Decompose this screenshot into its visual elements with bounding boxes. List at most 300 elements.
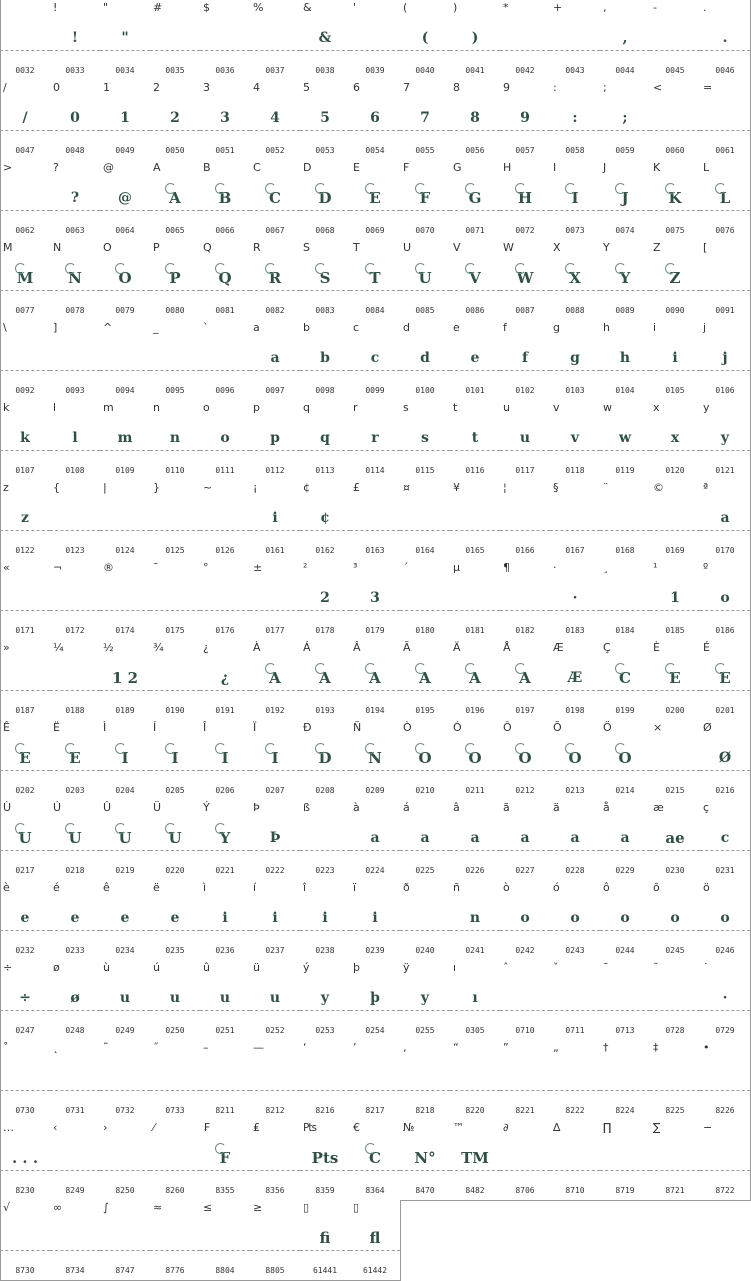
glyph-sample: a <box>420 830 430 846</box>
glyph-cell-0169 <box>650 480 701 561</box>
glyph-cell-0733 <box>150 1040 201 1121</box>
glyph-code-label: 0125 <box>165 546 185 555</box>
baseline-guide <box>600 210 650 211</box>
glyph-sample: 3 <box>220 110 230 126</box>
glyph-cell-0203 <box>50 720 101 801</box>
glyph-key-label: É <box>703 641 710 654</box>
glyph-key-label: W <box>503 241 514 254</box>
baseline-guide <box>150 930 200 931</box>
glyph-key-label: E <box>353 161 360 174</box>
glyph-sample: U <box>18 829 32 847</box>
glyph-key-label: ± <box>253 561 263 574</box>
glyph-sample: . . . <box>11 1149 39 1167</box>
baseline-guide <box>350 690 400 691</box>
glyph-key-label: ¿ <box>203 641 209 654</box>
glyph-cell-0172 <box>50 560 101 641</box>
glyph-key-label: r <box>353 401 358 414</box>
glyph-key-label: p <box>253 401 260 414</box>
glyph-cell-0111 <box>200 400 251 481</box>
glyph-key-label: w <box>603 401 612 414</box>
glyph-code-label: 0229 <box>615 866 635 875</box>
glyph-key-label: Ë <box>53 721 60 734</box>
baseline-guide <box>350 1170 400 1171</box>
baseline-guide <box>650 370 700 371</box>
glyph-sample: A <box>519 669 531 687</box>
glyph-code-label: 0069 <box>365 226 385 235</box>
glyph-key-label: 7 <box>403 81 410 94</box>
glyph-sample: O <box>518 749 532 767</box>
glyph-key-label: v <box>553 401 560 414</box>
glyph-sample: ) <box>471 30 479 46</box>
glyph-sample: . <box>722 30 728 46</box>
glyph-sample: U <box>418 269 432 287</box>
glyph-key-label: ₤ <box>253 1121 260 1134</box>
baseline-guide <box>350 210 400 211</box>
glyph-sample: h <box>619 350 631 366</box>
glyph-code-label: 8706 <box>515 1186 535 1195</box>
glyph-code-label: 0729 <box>715 1026 735 1035</box>
glyph-code-label: 0200 <box>665 706 685 715</box>
baseline-guide <box>700 370 750 371</box>
glyph-cell-8747 <box>100 1200 151 1281</box>
baseline-guide <box>0 130 50 131</box>
glyph-cell-0188 <box>50 640 101 721</box>
baseline-guide <box>200 690 250 691</box>
baseline-guide <box>650 210 700 211</box>
baseline-guide <box>100 1170 150 1171</box>
glyph-key-label: } <box>153 481 160 494</box>
baseline-guide <box>350 850 400 851</box>
glyph-key-label: j <box>703 321 707 334</box>
swirl-ornament-icon <box>215 823 226 834</box>
baseline-guide <box>150 1090 200 1091</box>
baseline-guide <box>200 210 250 211</box>
baseline-guide <box>600 450 650 451</box>
glyph-key-label: f <box>503 321 507 334</box>
glyph-code-label: 0192 <box>265 706 285 715</box>
glyph-code-label: 0064 <box>115 226 135 235</box>
baseline-guide <box>200 50 250 51</box>
baseline-guide <box>200 1250 250 1251</box>
glyph-code-label: 0091 <box>715 306 735 315</box>
glyph-code-label: 0226 <box>465 866 485 875</box>
baseline-guide <box>450 850 500 851</box>
glyph-key-label: Þ <box>253 801 260 814</box>
baseline-guide <box>250 530 300 531</box>
baseline-guide <box>650 770 700 771</box>
baseline-guide <box>500 690 550 691</box>
glyph-key-label: ü <box>253 961 260 974</box>
baseline-guide <box>300 50 350 51</box>
glyph-cell-8359 <box>300 1120 351 1201</box>
baseline-guide <box>0 1090 50 1091</box>
glyph-key-label: Ó <box>453 721 462 734</box>
glyph-sample: o <box>220 430 230 446</box>
glyph-cell-61441 <box>300 1200 351 1281</box>
glyph-code-label: 0174 <box>115 626 135 635</box>
glyph-code-label: 0121 <box>715 466 735 475</box>
glyph-key-label: , <box>603 1 607 14</box>
glyph-key-label: t <box>453 401 458 414</box>
glyph-code-label: 0253 <box>315 1026 335 1035</box>
glyph-key-label: ∆ <box>553 1121 561 1134</box>
baseline-guide <box>100 610 150 611</box>
glyph-code-label: 0235 <box>165 946 185 955</box>
glyph-sample: o <box>520 910 530 926</box>
glyph-key-label: û <box>203 961 210 974</box>
baseline-guide <box>500 1010 550 1011</box>
glyph-key-label: ¤ <box>403 481 410 494</box>
glyph-cell-0114 <box>350 400 401 481</box>
baseline-guide <box>300 370 350 371</box>
baseline-guide <box>650 530 700 531</box>
glyph-key-label: 8 <box>453 81 460 94</box>
glyph-cell-0215 <box>650 720 701 801</box>
glyph-code-label: 0177 <box>265 626 285 635</box>
glyph-key-label: & <box>303 1 312 14</box>
baseline-guide <box>600 530 650 531</box>
baseline-guide <box>700 690 750 691</box>
glyph-sample: e <box>120 910 130 926</box>
glyph-cell-0119 <box>600 400 651 481</box>
glyph-cell-0178 <box>300 560 351 641</box>
glyph-sample: fi <box>319 1229 331 1247</box>
glyph-sample: H <box>517 189 533 207</box>
glyph-cell-0239 <box>350 880 401 961</box>
glyph-key-label: † <box>603 1041 609 1054</box>
glyph-key-label: ä <box>553 801 560 814</box>
swirl-ornament-icon <box>65 743 76 754</box>
glyph-key-label: µ <box>453 561 460 574</box>
glyph-key-label: X <box>553 241 561 254</box>
glyph-key-label: þ <box>353 961 360 974</box>
baseline-guide <box>450 770 500 771</box>
baseline-guide <box>600 770 650 771</box>
swirl-ornament-icon <box>115 823 126 834</box>
glyph-key-label: è <box>3 881 10 894</box>
glyph-sample: i <box>322 910 328 926</box>
glyph-key-label: { <box>53 481 60 494</box>
glyph-key-label: Ú <box>53 801 62 814</box>
glyph-cell-0162 <box>300 480 351 561</box>
glyph-sample: D <box>318 749 332 767</box>
glyph-cell-0187 <box>0 640 51 721</box>
glyph-sample: Y <box>219 829 231 847</box>
glyph-code-label: 0220 <box>165 866 185 875</box>
glyph-key-label: ¥ <box>453 481 460 494</box>
glyph-key-label: ¶ <box>503 561 510 574</box>
glyph-sample: a <box>570 830 580 846</box>
baseline-guide <box>700 1090 750 1091</box>
baseline-guide <box>100 1250 150 1251</box>
glyph-cell-0069 <box>350 160 401 241</box>
glyph-key-label: £ <box>353 481 360 494</box>
baseline-guide <box>200 1090 250 1091</box>
glyph-cell-8364 <box>350 1120 401 1201</box>
glyph-cell-0222 <box>250 800 301 881</box>
baseline-guide <box>100 930 150 931</box>
glyph-code-label: 0100 <box>415 386 435 395</box>
glyph-code-label: 0097 <box>265 386 285 395</box>
glyph-cell-8805 <box>250 1200 301 1281</box>
baseline-guide <box>600 1010 650 1011</box>
glyph-key-label: Ò <box>403 721 412 734</box>
glyph-cell-0056 <box>450 80 501 161</box>
glyph-sample: p <box>270 430 280 446</box>
glyph-cell-0079 <box>100 240 151 321</box>
glyph-cell-0250 <box>150 960 201 1041</box>
baseline-guide <box>250 690 300 691</box>
glyph-code-label: 0123 <box>65 546 85 555</box>
glyph-code-label: 8722 <box>715 1186 735 1195</box>
glyph-cell-0078 <box>50 240 101 321</box>
glyph-key-label: n <box>153 401 160 414</box>
glyph-key-label: õ <box>653 881 660 894</box>
glyph-key-label: ö <box>703 881 710 894</box>
swirl-ornament-icon <box>365 743 376 754</box>
glyph-key-label: ß <box>303 801 310 814</box>
glyph-cell-0248 <box>50 960 101 1041</box>
glyph-code-label: 0225 <box>415 866 435 875</box>
glyph-code-label: 0194 <box>365 706 385 715</box>
swirl-ornament-icon <box>365 1143 376 1154</box>
glyph-cell-8220 <box>450 1040 501 1121</box>
glyph-cell-0254 <box>350 960 401 1041</box>
glyph-code-label: 0233 <box>65 946 85 955</box>
glyph-cell-0233 <box>50 880 101 961</box>
baseline-guide <box>500 850 550 851</box>
glyph-sample: a <box>370 830 380 846</box>
glyph-code-label: 0060 <box>665 146 685 155</box>
glyph-cell-0086 <box>450 240 501 321</box>
baseline-guide <box>700 130 750 131</box>
baseline-guide <box>600 130 650 131</box>
glyph-key-label: - <box>653 1 657 14</box>
glyph-code-label: 0193 <box>315 706 335 715</box>
glyph-key-label: 2 <box>153 81 160 94</box>
glyph-sample: Z <box>669 269 681 287</box>
glyph-code-label: 0075 <box>665 226 685 235</box>
glyph-key-label: z <box>3 481 9 494</box>
glyph-code-label: 0244 <box>615 946 635 955</box>
glyph-cell-0220 <box>150 800 201 881</box>
glyph-code-label: 8226 <box>715 1106 735 1115</box>
baseline-guide <box>0 1170 50 1171</box>
glyph-key-label: ð <box>403 881 410 894</box>
glyph-key-label: + <box>553 1 563 14</box>
glyph-cell-0120 <box>650 400 701 481</box>
glyph-code-label: 0247 <box>15 1026 35 1035</box>
glyph-cell-0216 <box>700 720 751 801</box>
baseline-guide <box>50 210 100 211</box>
glyph-code-label: 0126 <box>215 546 235 555</box>
baseline-guide <box>350 1090 400 1091</box>
glyph-cell-0728 <box>650 960 701 1041</box>
glyph-code-label: 0053 <box>315 146 335 155</box>
glyph-sample: F <box>419 189 431 207</box>
glyph-sample: A <box>419 669 431 687</box>
glyph-cell-0732 <box>100 1040 151 1121</box>
glyph-code-label: 8747 <box>115 1266 135 1275</box>
baseline-guide <box>550 930 600 931</box>
glyph-key-label: ® <box>103 561 114 574</box>
glyph-sample: 5 <box>320 110 330 126</box>
glyph-cell-0166 <box>500 480 551 561</box>
glyph-code-label: 0067 <box>265 226 285 235</box>
glyph-code-label: 0117 <box>515 466 535 475</box>
glyph-code-label: 0095 <box>165 386 185 395</box>
glyph-key-label: Û <box>103 801 112 814</box>
baseline-guide <box>700 290 750 291</box>
glyph-code-label: 8356 <box>265 1186 285 1195</box>
glyph-sample: f <box>521 350 529 366</box>
glyph-cell-0204 <box>100 720 151 801</box>
baseline-guide <box>450 690 500 691</box>
swirl-ornament-icon <box>515 663 526 674</box>
glyph-key-label: ¸ <box>603 561 609 574</box>
baseline-guide <box>500 930 550 931</box>
glyph-sample: E <box>69 749 81 767</box>
glyph-sample: A <box>269 669 281 687</box>
glyph-key-label: T <box>353 241 360 254</box>
glyph-code-label: 0032 <box>15 66 35 75</box>
glyph-sample: n <box>469 910 481 926</box>
glyph-sample: e <box>20 910 30 926</box>
glyph-code-label: 0172 <box>65 626 85 635</box>
glyph-key-label: ¡ <box>253 481 258 494</box>
glyph-cell-8730 <box>0 1200 51 1281</box>
glyph-key-label: √ <box>3 1201 11 1214</box>
glyph-code-label: 0213 <box>565 786 585 795</box>
glyph-key-label: u <box>503 401 510 414</box>
glyph-sample: a <box>720 510 730 526</box>
glyph-key-label: ‡ <box>653 1041 659 1054</box>
glyph-key-label: I <box>553 161 557 174</box>
glyph-cell-0096 <box>200 320 251 401</box>
glyph-key-label: · <box>553 561 557 574</box>
glyph-cell-0041 <box>450 0 501 81</box>
glyph-cell-0040 <box>400 0 451 81</box>
glyph-cell-8470 <box>400 1120 451 1201</box>
baseline-guide <box>300 450 350 451</box>
glyph-key-label: ÷ <box>3 961 13 974</box>
glyph-key-label: ▯ <box>303 1201 310 1214</box>
glyph-code-label: 0255 <box>415 1026 435 1035</box>
glyph-code-label: 0305 <box>465 1026 485 1035</box>
glyph-code-label: 0080 <box>165 306 185 315</box>
glyph-sample: 7 <box>420 110 430 126</box>
swirl-ornament-icon <box>515 743 526 754</box>
glyph-code-label: 0245 <box>665 946 685 955</box>
baseline-guide <box>450 290 500 291</box>
baseline-guide <box>500 530 550 531</box>
glyph-code-label: 0057 <box>515 146 535 155</box>
glyph-key-label: F <box>403 161 410 174</box>
glyph-code-label: 0204 <box>115 786 135 795</box>
glyph-sample: c <box>370 350 380 366</box>
swirl-ornament-icon <box>365 263 376 274</box>
glyph-key-label: ò <box>503 881 510 894</box>
baseline-guide <box>200 450 250 451</box>
glyph-code-label: 0058 <box>565 146 585 155</box>
glyph-cell-8776 <box>150 1200 201 1281</box>
glyph-code-label: 0107 <box>15 466 35 475</box>
glyph-sample: : <box>572 110 578 126</box>
glyph-sample: Ø <box>718 750 732 766</box>
glyph-cell-0202 <box>0 720 51 801</box>
glyph-key-label: 4 <box>253 81 260 94</box>
glyph-cell-0107 <box>0 400 51 481</box>
swirl-ornament-icon <box>15 263 26 274</box>
glyph-key-label: ( <box>403 1 408 14</box>
baseline-guide <box>350 50 400 51</box>
glyph-key-label: ¢ <box>303 481 310 494</box>
glyph-code-label: 0223 <box>315 866 335 875</box>
glyph-cell-0217 <box>0 800 51 881</box>
glyph-key-label: D <box>303 161 312 174</box>
glyph-cell-0035 <box>150 0 201 81</box>
glyph-key-label: Ù <box>3 801 12 814</box>
glyph-key-label: ‘ <box>303 1041 307 1054</box>
baseline-guide <box>700 1170 750 1171</box>
glyph-cell-0209 <box>350 720 401 801</box>
glyph-cell-0171 <box>0 560 51 641</box>
glyph-key-label: ô <box>603 881 610 894</box>
glyph-code-label: 0061 <box>715 146 735 155</box>
glyph-code-label: 8364 <box>365 1186 385 1195</box>
glyph-code-label: 0045 <box>665 66 685 75</box>
glyph-cell-0074 <box>600 160 651 241</box>
glyph-cell-8217 <box>350 1040 401 1121</box>
glyph-cell-0252 <box>250 960 301 1041</box>
glyph-code-label: 0713 <box>615 1026 635 1035</box>
glyph-key-label: ˚ <box>3 1041 9 1054</box>
glyph-code-label: 0044 <box>615 66 635 75</box>
glyph-code-label: 0109 <box>115 466 135 475</box>
swirl-ornament-icon <box>65 263 76 274</box>
glyph-key-label: ” <box>503 1041 509 1054</box>
glyph-code-label: 0074 <box>615 226 635 235</box>
glyph-cell-0121 <box>700 400 751 481</box>
glyph-code-label: 0191 <box>215 706 235 715</box>
glyph-key-label: ý <box>303 961 310 974</box>
swirl-ornament-icon <box>565 743 576 754</box>
glyph-code-label: 0731 <box>65 1106 85 1115</box>
glyph-cell-0055 <box>400 80 451 161</box>
glyph-cell-0077 <box>0 240 51 321</box>
baseline-guide <box>0 450 50 451</box>
glyph-code-label: 0209 <box>365 786 385 795</box>
glyph-cell-0106 <box>700 320 751 401</box>
glyph-key-label: ' <box>353 1 357 14</box>
baseline-guide <box>150 610 200 611</box>
glyph-key-label: Q <box>203 241 212 254</box>
glyph-code-label: 0072 <box>515 226 535 235</box>
baseline-guide <box>0 50 50 51</box>
glyph-code-label: 0216 <box>715 786 735 795</box>
glyph-code-label: 0211 <box>465 786 485 795</box>
baseline-guide <box>300 930 350 931</box>
glyph-code-label: 0212 <box>515 786 535 795</box>
glyph-cell-0244 <box>600 880 651 961</box>
glyph-key-label: c <box>353 321 360 334</box>
glyph-code-label: 0073 <box>565 226 585 235</box>
glyph-cell-0034 <box>100 0 151 81</box>
glyph-code-label: 0092 <box>15 386 35 395</box>
baseline-guide <box>250 1010 300 1011</box>
glyph-cell-8222 <box>550 1040 601 1121</box>
glyph-key-label: å <box>603 801 610 814</box>
